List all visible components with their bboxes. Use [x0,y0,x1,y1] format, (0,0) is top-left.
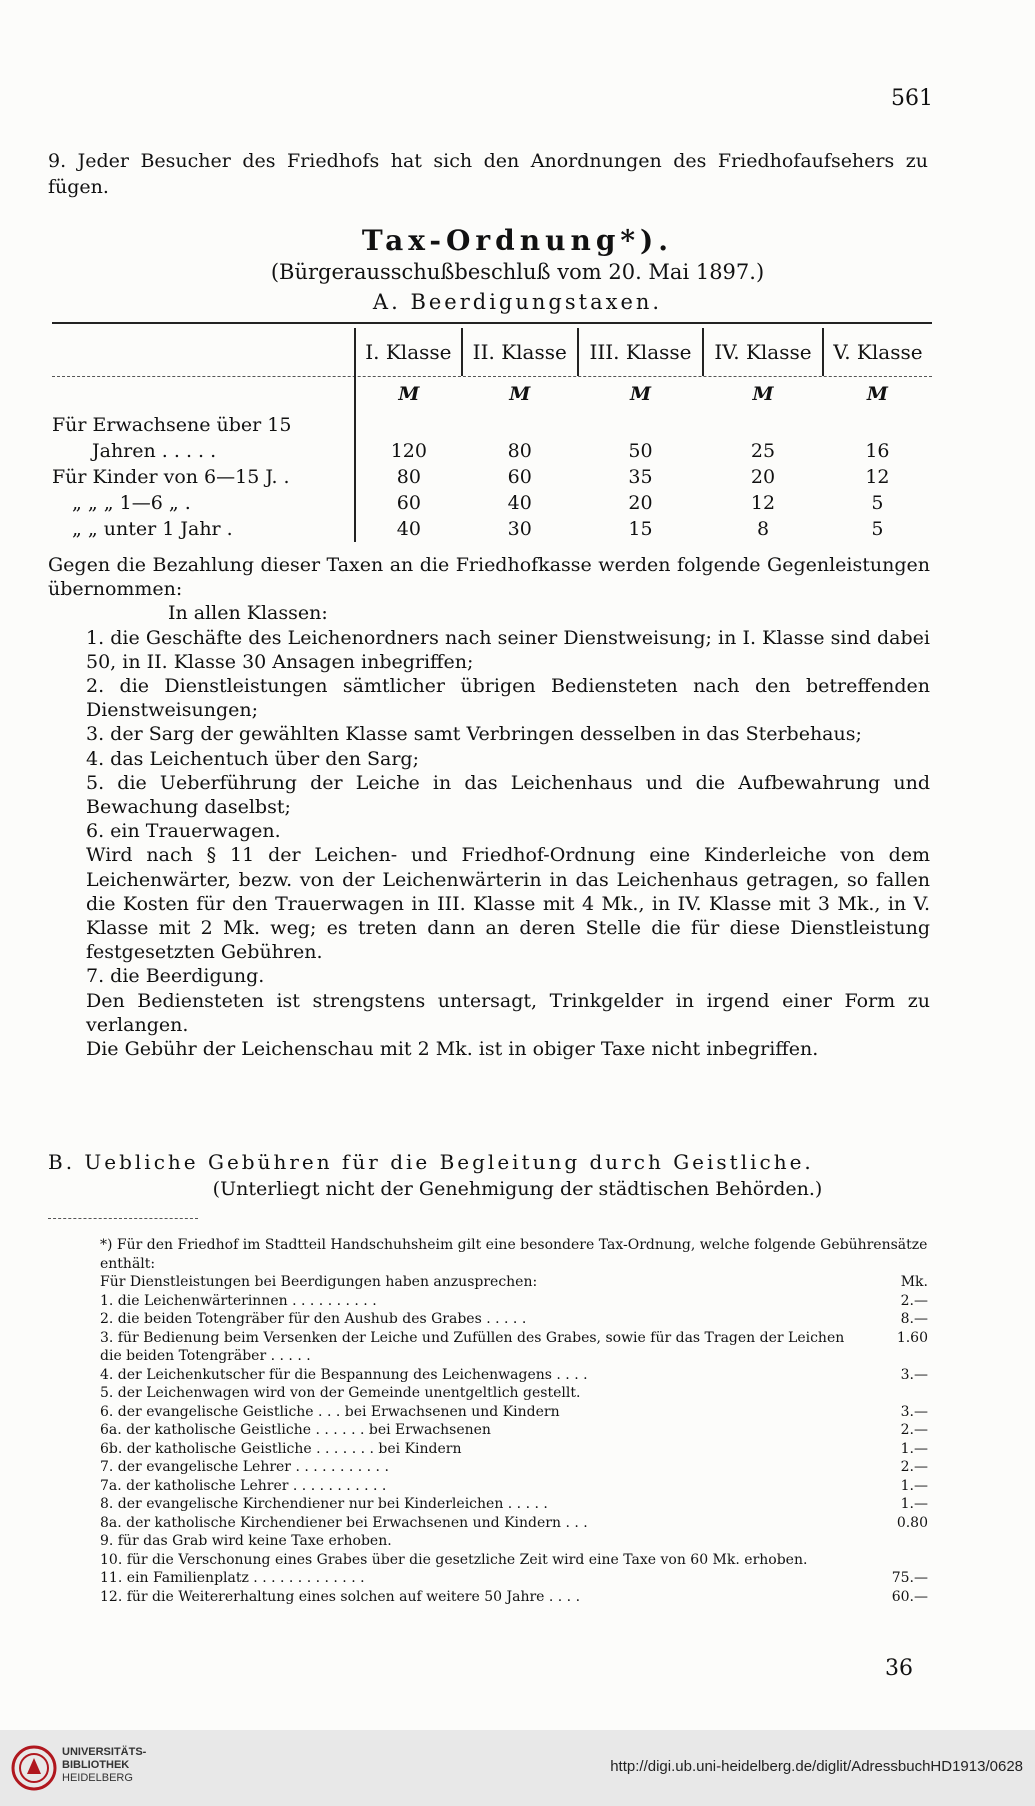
value-cell: 35 [628,466,653,488]
list-item: 3. der Sarg der gewählten Klasse samt Verbringen desselben in das Sterbehaus; [86,723,862,746]
table-row [52,464,932,490]
unit-cell: M [629,383,651,405]
value-cell: 15 [628,518,653,540]
permalink-url[interactable]: http://digi.ub.uni-heidelberg.de/diglit/AdressbuchHD1913/0628 [610,1758,1023,1775]
footnote-item: 12. für die Weitererhaltung eines solchen auf weitere 50 Jahre . . . . 60.— [100,1588,928,1605]
table-row [52,516,932,542]
paragraph: Die Gebühr der Leichenschau mit 2 Mk. ist in obiger Taxe nicht inbegriffen. [86,1038,819,1061]
footnote-item: 2. die beiden Totengräber für den Aushub des Grabes . . . . . 8.— [100,1311,928,1327]
table-header-row [52,328,932,376]
value-cell: 12 [865,466,890,488]
list-item: 5. die Ueberführung der Leiche in das Leichenhaus und die Aufbewahrung und Bewachung daselbst; [86,771,930,819]
body-text [48,553,930,1061]
footnote-item: 6. der evangelische Geistliche . . . bei Erwachsenen und Kindern 3.— [100,1403,928,1420]
value-cell: 60 [355,490,462,516]
library-name: UNIVERSITÄTS- BIBLIOTHEK HEIDELBERG [62,1746,147,1784]
footnote-intro: *) Für den Friedhof im Stadtteil Handschuhsheim gilt eine besondere Tax-Ordnung, welche folgende Gebührensätze enthält: [100,1237,928,1272]
footnote-item: 11. ein Familienplatz . . . . . . . . . . . . . 75.— [100,1570,928,1586]
footnote-item: 5. der Leichenwagen wird von der Gemeinde unentgeltlich gestellt. [100,1385,581,1401]
value-cell: 20 [628,492,653,514]
footnote-item: 6b. der katholische Geistliche . . . . . . . bei Kindern 1.— [100,1440,928,1457]
footnote-item: 6a. der katholische Geistliche . . . . . . bei Erwachsenen 2.— [100,1422,928,1438]
row-label: Für Kinder von 6—15 J. . [52,466,290,488]
list-item: 1. die Geschäfte des Leichenordners nach seiner Dienstweisung; in I. Klasse sind dabei 50, in II. Klasse 30 Ansagen inbegriffen; [86,626,930,673]
table-header-blank [52,328,355,376]
value-cell: 16 [865,440,890,462]
paragraph: In allen Klassen: [168,602,328,625]
row-label: Jahren . . . . . [92,440,217,462]
page-number-bottom: 36 [885,1656,913,1681]
list-item: 7. die Beerdigung. [86,965,265,988]
unit-cell: M [866,383,888,405]
page-title: Tax-Ordnung*). [361,224,674,257]
value-cell: 5 [871,518,884,540]
paragraph: Gegen die Bezahlung dieser Taxen an die Friedhofkasse werden folgende Gegenleistungen übernommen: [48,554,930,601]
list-item: 2. die Dienstleistungen sämtlicher übrigen Bediensteten nach den betreffenden Dienstweisungen; [86,675,930,722]
section-a-heading: A. Beerdigungstaxen. [372,290,663,314]
value-cell: 20 [750,466,776,488]
table-row [52,490,932,516]
value-cell: 40 [507,492,532,514]
value-cell: 25 [750,440,776,462]
footnote-item: 1. die Leichenwärterinnen . . . . . . . . . . 2.— [100,1292,928,1309]
page-number-top: 561 [891,86,933,111]
footnote [100,1236,928,1606]
section-b-heading: B. Uebliche Gebühren für die Begleitung durch Geistliche. [48,1150,814,1174]
page-subtitle: (Bürgerausschußbeschluß vom 20. Mai 1897.) [270,260,765,284]
paragraph: Den Bediensteten ist strengstens untersagt, Trinkgelder in irgend einer Form zu verlangen. [86,989,930,1036]
fee-table [52,328,932,542]
value-cell: 40 [355,516,462,542]
footnote-item: 9. für das Grab wird keine Taxe erhoben. [100,1533,392,1549]
footnote-item: 8. der evangelische Kirchendiener nur bei Kinderleichen . . . . . 1.— [100,1496,928,1512]
table-header-cell: II. Klasse [462,328,578,376]
viewer-footer [0,1730,1035,1806]
table-header-cell: III. Klasse [578,328,703,376]
table-header-cell: V. Klasse [823,328,932,376]
row-label: „ „ „ 1—6 „ . [72,492,191,514]
university-seal-icon [10,1744,58,1792]
table-unit-row [52,376,932,412]
value-cell: 80 [355,464,462,490]
footnote-separator [48,1218,198,1219]
table-row [52,412,932,438]
value-cell: 8 [756,518,770,540]
value-cell: 120 [355,438,462,464]
footnote-item: 8a. der katholische Kirchendiener bei Erwachsenen und Kindern . . . 0.80 [100,1514,928,1531]
value-cell: 50 [628,440,653,462]
value-cell: 30 [507,518,532,540]
footnote-item: 4. der Leichenkutscher für die Bespannung des Leichenwagens . . . . 3.— [100,1366,928,1383]
value-cell: 12 [750,492,776,514]
table-header-cell: I. Klasse [355,328,462,376]
table-row [52,438,932,464]
unit-cell: M [509,383,531,405]
value-cell: 60 [507,466,532,488]
value-cell: 80 [507,440,532,462]
footnote-item: 3. für Bedienung beim Versenken der Leiche und Zufüllen des Grabes, sowie für das Tragen der Leichen die beiden Totengräber . . . . . 1.60 [100,1329,928,1364]
value-cell: 5 [871,492,884,514]
row-label: „ „ unter 1 Jahr . [72,518,233,540]
list-item: 4. das Leichentuch über den Sarg; [86,747,419,770]
list-item: 6. ein Trauerwagen. [86,820,281,843]
table-top-rule [52,322,932,324]
footnote-item: 7a. der katholische Lehrer . . . . . . . . . . . 1.— [100,1477,928,1494]
paragraph: Wird nach § 11 der Leichen- und Friedhof-Ordnung eine Kinderleiche von dem Leichenwärter, bezw. von der Leichenwärterin in das Leichenhaus getragen, so fallen die Kosten für den Trauerwagen in III. Klasse mit 4 Mk., in IV. Klasse mit 3 Mk., in V. Klasse mit 2 Mk. weg; es treten dann an deren Stelle die für diese Dienstleistung festgesetzten Gebühren. [86,844,930,964]
footnote-item: 10. für die Verschonung eines Grabes über die gesetzliche Zeit wird eine Taxe von 60 Mk. erhoben. [100,1551,808,1568]
paragraph-9: 9. Jeder Besucher des Friedhofs hat sich den Anordnungen des Friedhofaufsehers zu fügen. [48,150,928,198]
footnote-item: 7. der evangelische Lehrer . . . . . . . . . . . 2.— [100,1459,928,1475]
table-header-cell: IV. Klasse [703,328,823,376]
row-label: Für Erwachsene über 15 [52,414,292,436]
section-b-subheading: (Unterliegt nicht der Genehmigung der städtischen Behörden.) [212,1178,823,1200]
footnote-head: Für Dienstleistungen bei Beerdigungen haben anzusprechen: Mk. [100,1274,928,1290]
unit-cell: M [355,376,462,412]
unit-cell: M [752,383,774,405]
